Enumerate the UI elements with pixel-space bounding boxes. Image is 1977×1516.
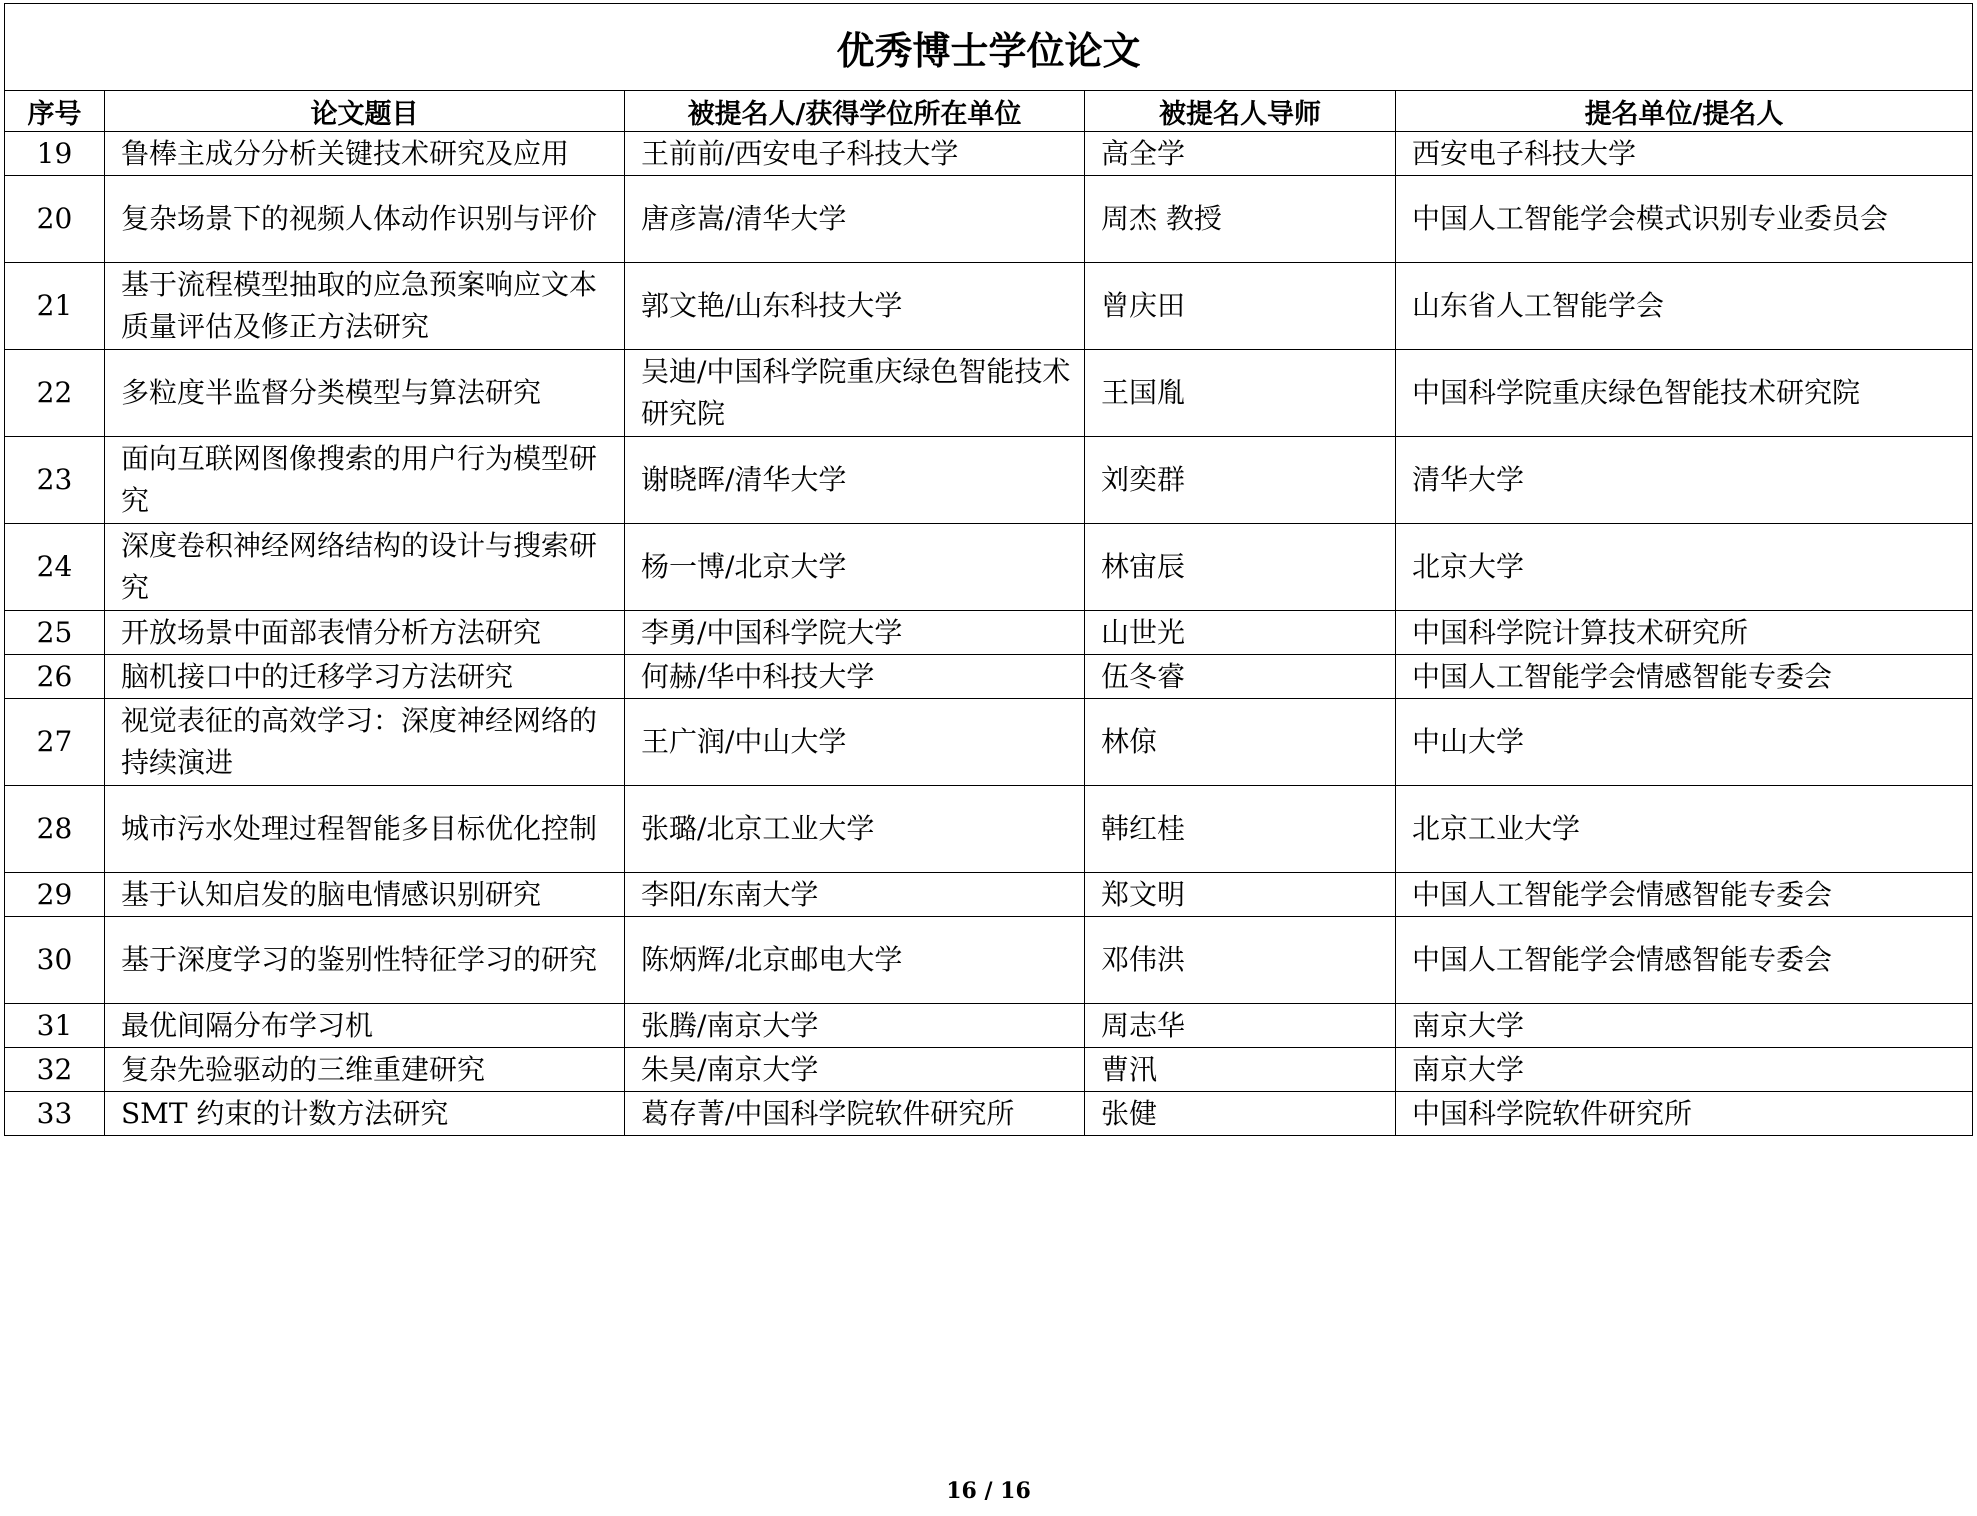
row-index: 21 (5, 263, 105, 350)
row-index: 31 (5, 1004, 105, 1048)
table-row (5, 524, 1973, 611)
thesis-title: 多粒度半监督分类模型与算法研究 (105, 350, 625, 437)
nominator: 中国科学院软件研究所 (1396, 1092, 1973, 1136)
nominator: 南京大学 (1396, 1004, 1973, 1048)
nominator: 北京工业大学 (1396, 786, 1973, 873)
table-title: 优秀博士学位论文 (5, 4, 1973, 91)
row-index: 26 (5, 655, 105, 699)
advisor: 林倞 (1085, 699, 1396, 786)
thesis-title: 城市污水处理过程智能多目标优化控制 (105, 786, 625, 873)
nominator: 中国科学院重庆绿色智能技术研究院 (1396, 350, 1973, 437)
advisor: 郑文明 (1085, 873, 1396, 917)
thesis-title: 鲁棒主成分分析关键技术研究及应用 (105, 132, 625, 176)
table-row (5, 786, 1973, 873)
thesis-title: 面向互联网图像搜索的用户行为模型研究 (105, 437, 625, 524)
header-index: 序号 (5, 91, 105, 132)
nominator: 中国科学院计算技术研究所 (1396, 611, 1973, 655)
table-row (5, 699, 1973, 786)
row-index: 28 (5, 786, 105, 873)
thesis-title: 深度卷积神经网络结构的设计与搜索研究 (105, 524, 625, 611)
thesis-title: 脑机接口中的迁移学习方法研究 (105, 655, 625, 699)
advisor: 曾庆田 (1085, 263, 1396, 350)
row-index: 22 (5, 350, 105, 437)
nominator: 北京大学 (1396, 524, 1973, 611)
thesis-title: SMT 约束的计数方法研究 (105, 1092, 625, 1136)
page-number: 16 / 16 (946, 1478, 1031, 1504)
nominator: 中山大学 (1396, 699, 1973, 786)
nominator: 西安电子科技大学 (1396, 132, 1973, 176)
row-index: 20 (5, 176, 105, 263)
advisor: 刘奕群 (1085, 437, 1396, 524)
nominee: 陈炳辉/北京邮电大学 (625, 917, 1085, 1004)
table-row (5, 350, 1973, 437)
row-index: 33 (5, 1092, 105, 1136)
nominee: 张腾/南京大学 (625, 1004, 1085, 1048)
row-index: 30 (5, 917, 105, 1004)
nominator: 南京大学 (1396, 1048, 1973, 1092)
advisor: 山世光 (1085, 611, 1396, 655)
row-index: 29 (5, 873, 105, 917)
nominator: 山东省人工智能学会 (1396, 263, 1973, 350)
table-row (5, 611, 1973, 655)
nominator: 中国人工智能学会情感智能专委会 (1396, 655, 1973, 699)
header-row (5, 91, 1973, 132)
nominee: 王前前/西安电子科技大学 (625, 132, 1085, 176)
table-row (5, 263, 1973, 350)
row-index: 25 (5, 611, 105, 655)
row-index: 32 (5, 1048, 105, 1092)
nominator: 中国人工智能学会模式识别专业委员会 (1396, 176, 1973, 263)
table-row (5, 917, 1973, 1004)
nominee: 王广润/中山大学 (625, 699, 1085, 786)
table-row (5, 655, 1973, 699)
nominee: 李阳/东南大学 (625, 873, 1085, 917)
row-index: 19 (5, 132, 105, 176)
nominee: 谢晓晖/清华大学 (625, 437, 1085, 524)
table-row (5, 1004, 1973, 1048)
row-index: 23 (5, 437, 105, 524)
advisor: 伍冬睿 (1085, 655, 1396, 699)
nominee: 吴迪/中国科学院重庆绿色智能技术研究院 (625, 350, 1085, 437)
header-thesis-title: 论文题目 (105, 91, 625, 132)
advisor: 林宙辰 (1085, 524, 1396, 611)
advisor: 邓伟洪 (1085, 917, 1396, 1004)
row-index: 27 (5, 699, 105, 786)
table-row (5, 176, 1973, 263)
header-nominator: 提名单位/提名人 (1396, 91, 1973, 132)
thesis-title: 基于流程模型抽取的应急预案响应文本质量评估及修正方法研究 (105, 263, 625, 350)
advisor: 韩红桂 (1085, 786, 1396, 873)
advisor: 王国胤 (1085, 350, 1396, 437)
thesis-title: 最优间隔分布学习机 (105, 1004, 625, 1048)
table-row (5, 1048, 1973, 1092)
advisor: 高全学 (1085, 132, 1396, 176)
table-row (5, 873, 1973, 917)
nominee: 李勇/中国科学院大学 (625, 611, 1085, 655)
header-nominee: 被提名人/获得学位所在单位 (625, 91, 1085, 132)
table-body (5, 132, 1973, 1136)
advisor: 曹汛 (1085, 1048, 1396, 1092)
thesis-title: 基于深度学习的鉴别性特征学习的研究 (105, 917, 625, 1004)
thesis-title: 复杂场景下的视频人体动作识别与评价 (105, 176, 625, 263)
nominee: 朱昊/南京大学 (625, 1048, 1085, 1092)
thesis-table (4, 3, 1973, 1136)
nominee: 郭文艳/山东科技大学 (625, 263, 1085, 350)
advisor: 周杰 教授 (1085, 176, 1396, 263)
nominee: 葛存菁/中国科学院软件研究所 (625, 1092, 1085, 1136)
row-index: 24 (5, 524, 105, 611)
thesis-title: 复杂先验驱动的三维重建研究 (105, 1048, 625, 1092)
nominee: 唐彦嵩/清华大学 (625, 176, 1085, 263)
header-advisor: 被提名人导师 (1085, 91, 1396, 132)
thesis-title: 基于认知启发的脑电情感识别研究 (105, 873, 625, 917)
nominee: 杨一博/北京大学 (625, 524, 1085, 611)
nominee: 何赫/华中科技大学 (625, 655, 1085, 699)
table-row (5, 437, 1973, 524)
thesis-title: 视觉表征的高效学习：深度神经网络的持续演进 (105, 699, 625, 786)
advisor: 张健 (1085, 1092, 1396, 1136)
table-row (5, 132, 1973, 176)
nominee: 张璐/北京工业大学 (625, 786, 1085, 873)
advisor: 周志华 (1085, 1004, 1396, 1048)
nominator: 中国人工智能学会情感智能专委会 (1396, 917, 1973, 1004)
nominator: 中国人工智能学会情感智能专委会 (1396, 873, 1973, 917)
table-row (5, 1092, 1973, 1136)
nominator: 清华大学 (1396, 437, 1973, 524)
thesis-title: 开放场景中面部表情分析方法研究 (105, 611, 625, 655)
